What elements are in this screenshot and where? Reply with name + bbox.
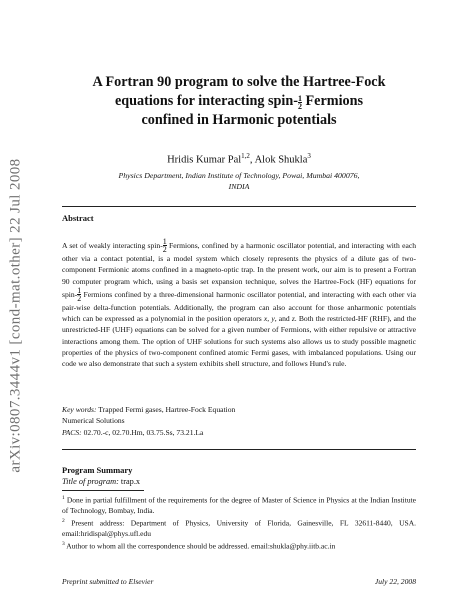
title-line-1: A Fortran 90 program to solve the Hartree-Fock	[92, 74, 386, 90]
abstract-heading: Abstract	[62, 213, 94, 223]
page-footer	[62, 577, 416, 586]
abstract-top-rule	[62, 206, 416, 207]
keywords-line-1: Trapped Fermi gases, Hartree-Fock Equation	[96, 405, 236, 414]
footnote-3: $^3$ Author to whom all the correspondence should be addressed. email:shukla@phy.iitb.ac.in	[62, 541, 336, 551]
affiliation-line-2: INDIA	[228, 182, 250, 191]
author-name-1: Hridis Kumar Pal	[167, 154, 242, 166]
title-line-2-end: Fermions	[301, 93, 364, 109]
author-2-affiliation-marks: 3	[307, 152, 311, 160]
footer-preprint-note: Preprint submitted to Elsevier	[62, 577, 154, 586]
affiliation	[62, 170, 416, 192]
abstract-body: A set of weakly interacting spin- $\frac{1}{2}$ Fermions, confined by a harmonic oscillator potential, and interacting with each other via a contact potential, is a model system which closely represents the physics of a dilute gas of two-component Fermionic atoms confined in a magneto-optic trap. In the present work, our aim is to present a Fortran 90 computer program which, using a basis set expansion technique, solves the Hartree-Fock (HF) equations for spin- $\frac{1}{2}$ Fermions confined by a three-dimensional harmonic oscillator potential, and interacting with each other via pair-wise delta-function potentials. Additionally, the program can also account for those anharmonic potentials which can be expressed as a polynomial in the position operators x, y, and z. Both the restricted-HF (RHF), and the unrestricted-HF (UHF) equations can be solved for a given number of Fermions, with either repulsive or attractive interactions among them. The option of UHF solutions for such systems also allows us to study possible magnetic properties of the physics of two-component confined atomic Fermi gases, with imbalanced populations. Using our code we also demonstrate that such a system exhibits shell structure, and follows Hund's rule.	[62, 237, 417, 368]
affiliation-line-1: Physics Department, Indian Institute of Technology, Powai, Mumbai 400076,	[118, 171, 360, 180]
fraction-one-half: $\frac{1}{2}$	[297, 94, 302, 111]
keywords-line-2: Numerical Solutions	[62, 416, 125, 426]
arxiv-sidebar	[3, 150, 29, 480]
footnote-1: $^1$ Done in partial fulfillment of the requirements for the degree of Master of Science in Physics at the Indian Institute of Technology, Bombay, India.	[62, 495, 416, 515]
fraction-one-half: $\frac{1}{2}$	[77, 285, 82, 303]
author-1-affiliation-marks: 1,2	[241, 152, 250, 160]
title-line-3: confined in Harmonic potentials	[141, 112, 337, 128]
fraction-one-half: $\frac{1}{2}$	[162, 237, 167, 254]
program-summary-heading: Program Summary	[62, 465, 133, 475]
author-list: Hridis Kumar Pal$^{1,2}$, Alok Shukla$^3$	[167, 152, 311, 166]
pacs-codes: 02.70.-c, 02.70.Hm, 03.75.Ss, 73.21.La	[81, 427, 204, 437]
arxiv-identifier: arXiv:0807.3444v1 [cond-mat.other] 22 Jul 2008	[7, 157, 24, 473]
footer-date: July 22, 2008	[374, 577, 416, 586]
title-line-2-start: equations for interacting spin-	[114, 93, 298, 109]
author-name-2: Alok Shukla	[254, 154, 308, 166]
keywords-label: Key words:	[62, 405, 97, 414]
paper-title	[62, 73, 416, 130]
footnote-rule	[62, 490, 144, 491]
abstract-bottom-rule	[62, 449, 416, 450]
footnote-2: $^2$ Present address: Department of Physics, University of Florida, Gainesville, FL 32611-8440, USA. email:hridispal@phys.ufl.edu	[62, 518, 416, 538]
program-title: Title of program: trap.x	[62, 477, 141, 486]
keywords-block	[62, 404, 416, 438]
pacs-label: PACS:	[62, 427, 82, 437]
